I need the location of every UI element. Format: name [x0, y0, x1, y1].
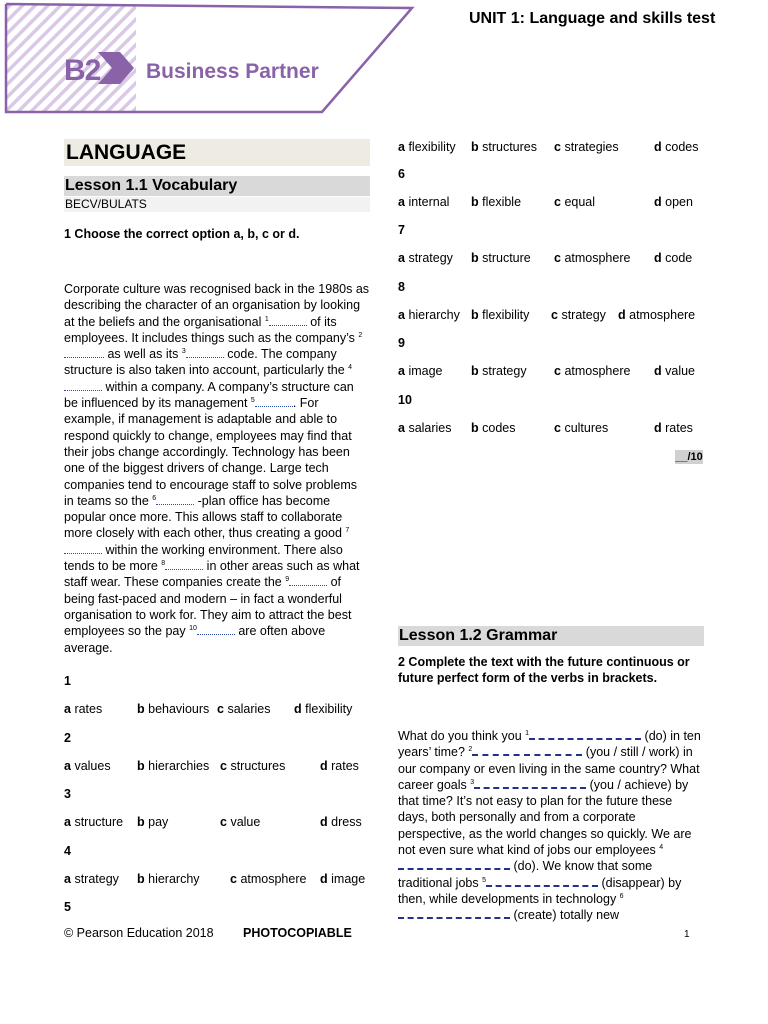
- score-box: __/10: [675, 451, 703, 463]
- question-number: 3: [64, 787, 71, 801]
- option-d[interactable]: [654, 140, 698, 154]
- lesson-vocab-title: Lesson 1.1 Vocabulary: [64, 176, 370, 196]
- option-letter: c: [554, 364, 561, 378]
- passage-text: (disappear) by then, while developments in technology: [398, 875, 682, 906]
- question-number: 10: [398, 393, 412, 407]
- option-b[interactable]: [471, 308, 529, 322]
- option-letter: d: [320, 872, 328, 886]
- passage-text: as well as its: [104, 347, 182, 362]
- question-number: 6: [398, 167, 405, 181]
- gap-number: 10: [189, 625, 197, 633]
- passage-text: (you / still / work) in our company or even living in the same country? What career goals: [398, 745, 700, 792]
- option-d[interactable]: [654, 364, 695, 378]
- option-text: code: [665, 251, 693, 265]
- gap-number: 3: [181, 348, 186, 356]
- option-text: codes: [482, 421, 516, 435]
- option-letter: d: [654, 421, 662, 435]
- option-text: values: [74, 759, 111, 773]
- option-text: atmosphere: [564, 364, 631, 378]
- answer-gap-g6[interactable]: [398, 907, 510, 919]
- lesson-grammar-title: Lesson 1.2 Grammar: [398, 626, 704, 646]
- option-a[interactable]: [64, 872, 119, 886]
- option-letter: a: [398, 308, 405, 322]
- option-text: atmosphere: [240, 872, 307, 886]
- answer-gap-8[interactable]: [165, 559, 203, 570]
- gap-number: 3: [470, 778, 475, 786]
- option-letter: a: [398, 195, 405, 209]
- option-text: strategies: [564, 140, 619, 154]
- answer-gap-9[interactable]: [289, 575, 327, 586]
- option-d[interactable]: [654, 421, 693, 435]
- option-a[interactable]: [398, 195, 449, 209]
- answer-gap-4[interactable]: [64, 380, 102, 391]
- option-letter: b: [137, 872, 145, 886]
- option-text: flexibility: [482, 308, 530, 322]
- option-text: atmosphere: [629, 308, 696, 322]
- option-letter: d: [654, 364, 662, 378]
- option-a[interactable]: [64, 815, 123, 829]
- option-text: strategy: [408, 251, 453, 265]
- vocab-passage: [64, 281, 370, 656]
- option-letter: b: [471, 140, 479, 154]
- gap-number: 4: [348, 364, 353, 372]
- option-text: image: [331, 872, 366, 886]
- question-number: 5: [64, 900, 71, 914]
- option-a[interactable]: [398, 308, 460, 322]
- brand-name: Business Partner: [146, 60, 319, 83]
- option-b[interactable]: [137, 702, 209, 716]
- grammar-passage: [398, 728, 704, 924]
- option-letter: c: [230, 872, 237, 886]
- gap-number: 8: [161, 559, 166, 567]
- brand-level: B2: [64, 54, 101, 87]
- option-text: internal: [408, 195, 450, 209]
- option-text: hierarchies: [148, 759, 210, 773]
- passage-text: (create) totally new: [510, 908, 620, 923]
- option-letter: b: [471, 195, 479, 209]
- passage-text: of being fast-paced and modern – in fact a wonderful organisation to work for. They aim to attract the best employees so the pay: [64, 575, 352, 639]
- option-c[interactable]: [554, 251, 630, 265]
- page-number: 1: [684, 929, 690, 940]
- answer-gap-g1[interactable]: [529, 728, 641, 740]
- option-text: cultures: [564, 421, 609, 435]
- option-d[interactable]: [654, 251, 692, 265]
- passage-text: (do) in ten years’ time?: [398, 729, 701, 760]
- option-letter: b: [137, 815, 145, 829]
- answer-gap-10[interactable]: [197, 624, 235, 635]
- option-c[interactable]: [220, 815, 260, 829]
- option-a[interactable]: [398, 251, 453, 265]
- option-letter: d: [654, 195, 662, 209]
- gap-number: 1: [264, 315, 269, 323]
- option-text: atmosphere: [564, 251, 631, 265]
- option-c[interactable]: [554, 421, 608, 435]
- gap-number: 2: [358, 331, 363, 339]
- question-number: 4: [64, 844, 71, 858]
- passage-text: (you / achieve) by that time? It’s not easy to plan for the future these days, both personally and from a corporate perspective, as the world changes so quickly. We are not even sure what kind of jobs our employees: [398, 777, 692, 858]
- passage-text: within a company. A company’s structure can be influenced by its management: [64, 379, 354, 411]
- gap-number: 9: [285, 576, 290, 584]
- option-text: hierarchy: [148, 872, 200, 886]
- gap-number: 1: [525, 729, 530, 737]
- option-text: flexible: [482, 195, 522, 209]
- answer-gap-g2[interactable]: [472, 744, 582, 756]
- passage-text: Corporate culture was recognised back in the 1980s as describing the character of an organisation by looking at the beliefs and the organisational: [64, 282, 370, 329]
- question-number: 8: [398, 280, 405, 294]
- passage-text: code. The company structure is also taken into account, particularly the: [64, 347, 349, 378]
- option-letter: c: [554, 195, 561, 209]
- option-letter: c: [220, 815, 227, 829]
- option-text: value: [230, 815, 261, 829]
- passage-text: are often above average.: [64, 624, 326, 655]
- gap-number: 7: [345, 527, 350, 535]
- option-b[interactable]: [471, 195, 521, 209]
- option-letter: b: [471, 308, 479, 322]
- option-letter: c: [220, 759, 227, 773]
- question-number: 7: [398, 223, 405, 237]
- option-letter: b: [137, 759, 145, 773]
- option-text: open: [665, 195, 693, 209]
- option-d[interactable]: [320, 815, 362, 829]
- unit-title: UNIT 1: Language and skills test: [469, 10, 716, 27]
- header-banner: [0, 0, 420, 118]
- option-text: image: [408, 364, 443, 378]
- option-letter: c: [554, 251, 561, 265]
- option-letter: d: [654, 251, 662, 265]
- option-b[interactable]: [471, 421, 515, 435]
- option-d[interactable]: [320, 759, 359, 773]
- option-text: strategy: [74, 872, 119, 886]
- option-letter: c: [551, 308, 558, 322]
- option-text: structures: [482, 140, 538, 154]
- option-letter: a: [64, 702, 71, 716]
- option-text: structure: [74, 815, 124, 829]
- option-c[interactable]: [217, 702, 271, 716]
- option-letter: b: [471, 421, 479, 435]
- option-d[interactable]: [320, 872, 365, 886]
- option-a[interactable]: [398, 140, 456, 154]
- option-letter: b: [471, 251, 479, 265]
- passage-text: . For example, if management is adaptable and able to respond quickly to change, employees may find that their jobs change accordingly. Technology has been one of the biggest drivers of change. Large tech companies tend to encourage staff to solve problems in teams so the: [64, 396, 357, 508]
- copyright: © Pearson Education 2018: [64, 926, 214, 940]
- option-d[interactable]: [654, 195, 693, 209]
- option-text: strategy: [561, 308, 606, 322]
- option-text: structures: [230, 759, 286, 773]
- option-letter: b: [471, 364, 479, 378]
- gap-number: 4: [659, 843, 664, 851]
- option-letter: a: [398, 140, 405, 154]
- gap-number: 2: [468, 746, 473, 754]
- question-number: 9: [398, 336, 405, 350]
- option-letter: c: [554, 140, 561, 154]
- passage-text: What do you think you: [398, 729, 526, 743]
- option-d[interactable]: [618, 308, 695, 322]
- option-text: behaviours: [148, 702, 210, 716]
- answer-gap-g4[interactable]: [398, 858, 510, 870]
- photocopiable-label: PHOTOCOPIABLE: [243, 926, 352, 940]
- option-b[interactable]: [471, 251, 531, 265]
- option-text: rates: [665, 421, 693, 435]
- option-a[interactable]: [398, 421, 452, 435]
- answer-gap-5[interactable]: [255, 396, 293, 407]
- option-letter: a: [398, 364, 405, 378]
- answer-gap-7[interactable]: [64, 543, 102, 554]
- option-letter: a: [64, 815, 71, 829]
- option-text: equal: [564, 195, 596, 209]
- option-c[interactable]: [554, 364, 630, 378]
- answer-gap-2[interactable]: [64, 347, 104, 358]
- option-letter: d: [320, 759, 328, 773]
- gap-number: 6: [152, 494, 157, 502]
- answer-gap-3[interactable]: [186, 347, 224, 358]
- option-text: rates: [331, 759, 359, 773]
- option-text: flexibility: [408, 140, 456, 154]
- passage-text: within the working environment. There also tends to be more: [64, 542, 343, 574]
- option-c[interactable]: [230, 872, 306, 886]
- option-b[interactable]: [471, 140, 537, 154]
- option-d[interactable]: [294, 702, 352, 716]
- answer-gap-6[interactable]: [156, 494, 194, 505]
- option-letter: a: [398, 421, 405, 435]
- option-letter: a: [64, 872, 71, 886]
- passage-text: in other areas such as what staff wear. These companies create the: [64, 559, 360, 590]
- option-c[interactable]: [551, 308, 606, 322]
- option-text: flexibility: [305, 702, 353, 716]
- gap-number: 6: [619, 892, 624, 900]
- option-letter: d: [294, 702, 302, 716]
- grammar-instruction: 2 Complete the text with the future continuous or future perfect form of the verbs in brackets.: [398, 655, 690, 685]
- option-b[interactable]: [137, 872, 200, 886]
- vocab-instruction: 1 Choose the correct option a, b, c or d.: [64, 227, 300, 241]
- gap-number: 5: [482, 876, 486, 884]
- option-text: value: [665, 364, 696, 378]
- option-letter: b: [137, 702, 145, 716]
- passage-text: of its employees. It includes things such as the company’s: [64, 314, 359, 345]
- option-text: salaries: [408, 421, 452, 435]
- option-text: structure: [482, 251, 531, 265]
- answer-gap-1[interactable]: [269, 315, 307, 326]
- exam-tag: BECV/BULATS: [64, 197, 370, 212]
- option-text: pay: [148, 815, 169, 829]
- passage-text: (do). We know that some traditional jobs: [398, 859, 653, 890]
- question-number: 2: [64, 731, 71, 745]
- option-c[interactable]: [220, 759, 285, 773]
- passage-text: -plan office has become popular once more. This allows staff to collaborate more closely with each other, thus creating a good: [64, 493, 346, 541]
- option-letter: c: [217, 702, 224, 716]
- option-text: codes: [665, 140, 699, 154]
- option-letter: a: [398, 251, 405, 265]
- option-b[interactable]: [137, 759, 209, 773]
- option-c[interactable]: [554, 140, 619, 154]
- option-text: rates: [74, 702, 103, 716]
- gap-number: 5: [250, 396, 255, 404]
- option-a[interactable]: [398, 364, 442, 378]
- answer-gap-g5[interactable]: [486, 875, 598, 887]
- option-a[interactable]: [64, 702, 102, 716]
- option-text: dress: [331, 815, 362, 829]
- option-letter: d: [320, 815, 328, 829]
- option-text: strategy: [482, 364, 527, 378]
- option-text: hierarchy: [408, 308, 460, 322]
- language-heading: LANGUAGE: [64, 139, 370, 166]
- option-letter: d: [618, 308, 626, 322]
- option-b[interactable]: [471, 364, 527, 378]
- option-letter: d: [654, 140, 662, 154]
- answer-gap-g3[interactable]: [474, 777, 586, 789]
- option-letter: c: [554, 421, 561, 435]
- option-b[interactable]: [137, 815, 168, 829]
- option-c[interactable]: [554, 195, 595, 209]
- option-letter: a: [64, 759, 71, 773]
- option-text: salaries: [227, 702, 271, 716]
- option-a[interactable]: [64, 759, 111, 773]
- question-number: 1: [64, 674, 71, 688]
